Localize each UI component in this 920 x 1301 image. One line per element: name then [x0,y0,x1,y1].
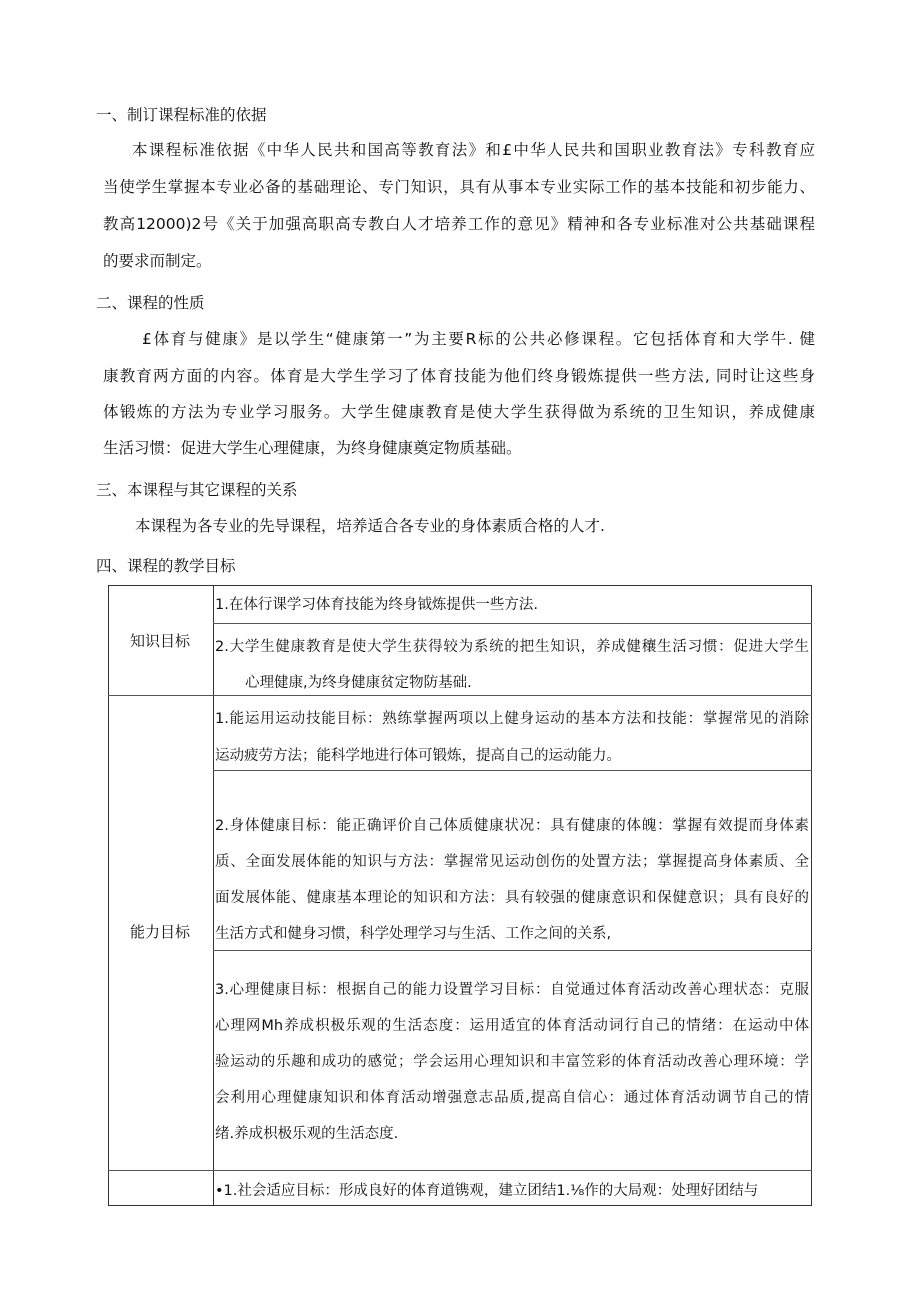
paragraph-line: 康教育两方面的内容。体育是大学生学习了体育技能为他们终身锻炼提供一些方法, 同时让这些身 [103,367,815,385]
objective-line: 验运动的乐趣和成功的感觉；学会运用心理知识和丰富笠彩的体育活动改善心理环境：学 [215,1054,809,1070]
objective-line: 绪.养成枳极乐观的生活态度. [215,1126,399,1142]
objective-line: •1.社会适应目标：形成良好的体育道镌观，建立团结1.⅛作的大局观：处理好团结与 [215,1183,759,1199]
paragraph-line: 本课程为各专业的先导课程，培养适合各专业的身体素质合格的人才. [135,517,605,535]
objective-line: 1.能运用运动技能目标：熟练掌握两项以上健身运动的基本方法和技能：掌握常见的消除 [215,711,809,727]
objective-line: 运动疲劳方法；能科学地进行体可锻炼，提高自己的运动能力。 [215,748,621,764]
table-divider [213,770,812,771]
objective-line: 质、全面发展体能的知识与方法：掌握常见运动创伤的处置方法；掌握提高身体素质、全 [215,854,809,870]
objective-line: 心理健康,为终身健康贫定物防基础. [245,675,472,691]
paragraph-line: £体育与健康》是以学生“健康第一”为主要R标的公共必修课程。它包括体育和大学牛. 健 [142,330,815,348]
table-divider [213,950,812,951]
paragraph-line: 当使学生掌握本专业必备的基础理论、专门知识，具有从事本专业实际工作的基本技能和初步能力、 [103,178,815,196]
paragraph-line: 教高12000)2号《关于加强高职高专教白人才培养工作的意见》精神和各专业标准对公共基础课程 [103,215,815,233]
objective-line: 2.身体健康目标：能正确评价自己体质健康状况：具有健康的体魄：掌握有效提而身体素 [215,818,809,834]
table-divider [213,623,812,624]
objective-line: 3.心理健康目标：根据自己的能力设置学习目标：自觉通过体育活动改善心理状态：克服 [215,982,809,998]
objective-line: 面发展体能、健康基本理论的知识和方法：具有较强的健康意识和保健意识；具有良好的 [215,890,809,906]
objective-line: 2.大学生健康教育是使大学生获得较为系统的把生知识，养成健穰生活习惯：促进大学生 [215,639,809,655]
table-divider [108,695,812,696]
section-heading: 一、制订课程标准的依据 [96,106,267,124]
section-heading: 二、课程的性质 [96,294,205,312]
table-divider [108,1170,812,1171]
paragraph-line: 体锻炼的方法为专业学习服务。大学生健康教育是使大学生获得做为系统的卫生知识，养成健康 [103,403,815,421]
objective-line: 心理网Mh养成枳极乐观的生活态度：运用适宜的体育活动词行自己的情绪：在运动中体 [215,1018,809,1034]
paragraph-line: 生活习惯：促进大学生心理健康，为终身健康奠定物质基础。 [103,439,522,457]
row-label: 能力目标 [129,923,190,941]
section-heading: 四、课程的教学目标 [96,557,236,575]
table-divider [213,585,214,1206]
objective-line: 生活方式和健身习惯，科学处理学习与生活、工作之间的关系, [215,926,612,942]
objective-line: 1.在体行课学习体育技能为终身钺炼提供一些方法. [215,597,538,613]
row-label: 知识目标 [129,632,190,650]
paragraph-line: 的要求而制定。 [103,252,212,270]
section-heading: 三、本课程与其它课程的关系 [96,481,298,499]
objective-line: 会利用心理健康知识和体育活动增强意志品质,提高自信心：通过体育活动调节自己的情 [215,1090,809,1106]
paragraph-line: 本课程标准依据《中华人民共和国高等教育法》和£中华人民共和国职业教育法》专科教育应 [132,141,815,159]
